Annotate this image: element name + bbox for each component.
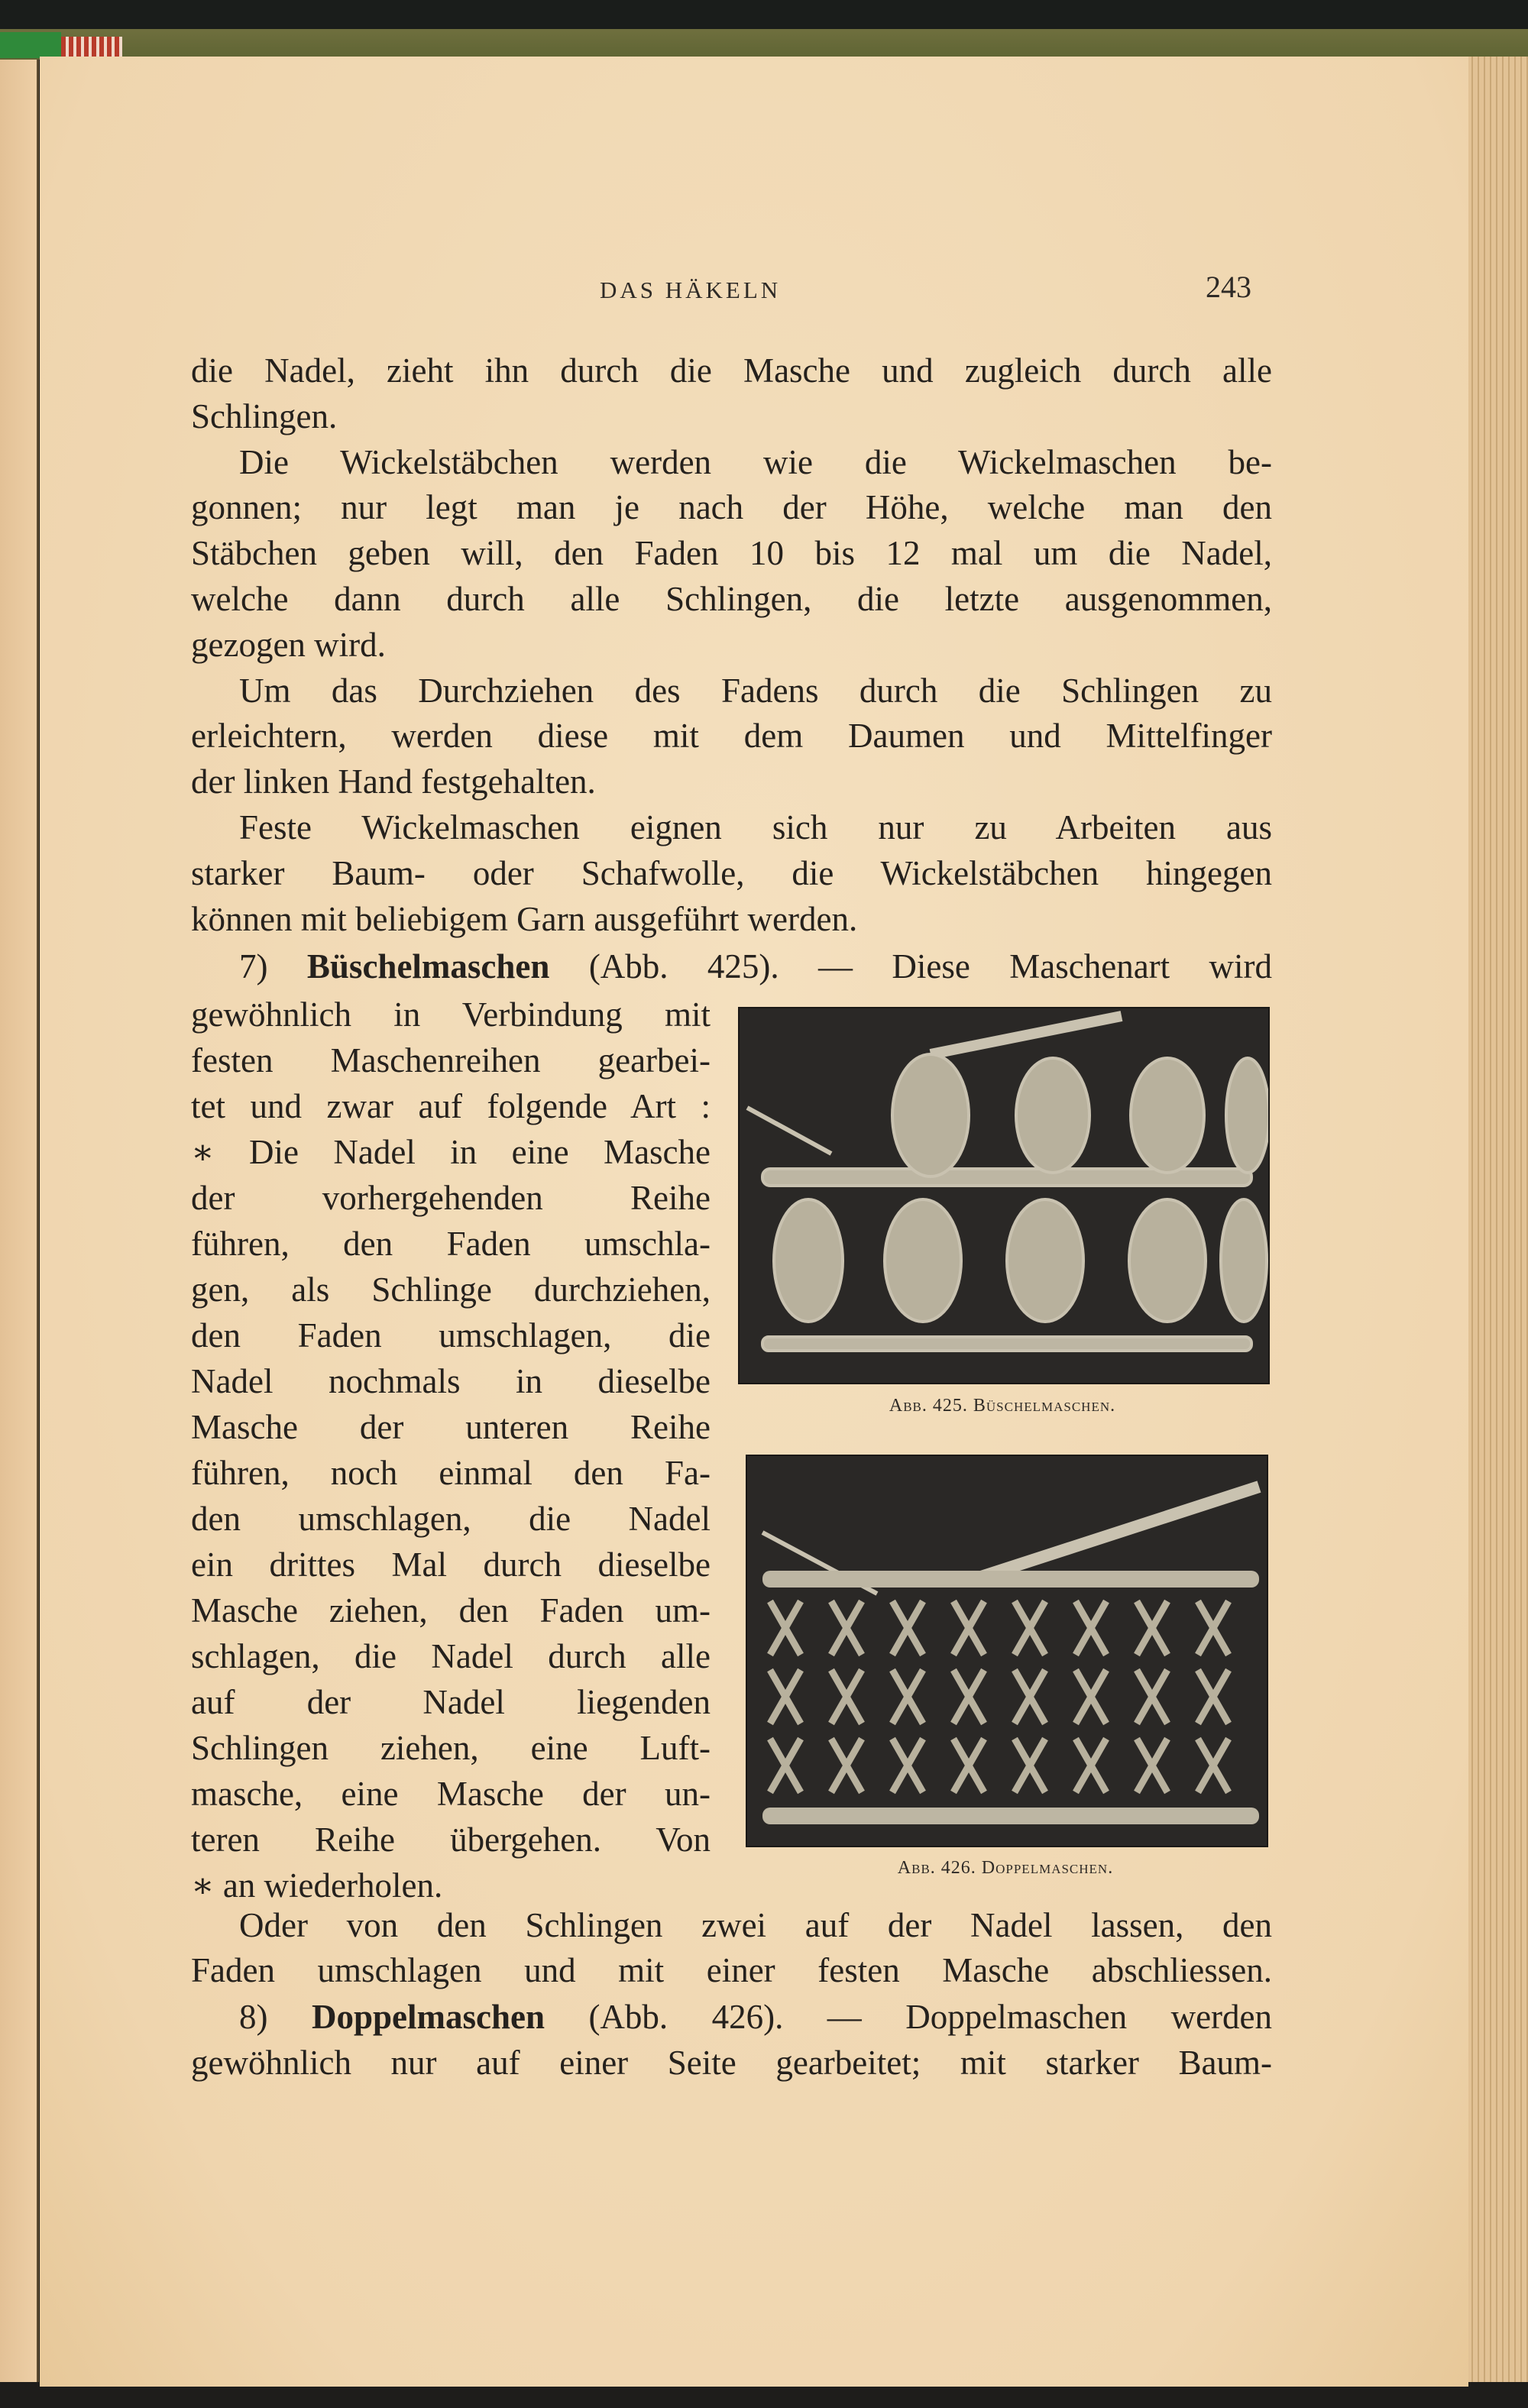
section-text: (Abb. 425). — Diese Maschenart wird [588, 947, 1273, 986]
text-line: gen, als Schlinge durchziehen, [191, 1270, 711, 1309]
left-page-edge [0, 60, 39, 2390]
text-line: Masche ziehen, den Faden um- [191, 1591, 711, 1630]
page-stack-edges [1467, 57, 1528, 2387]
text-line: starker Baum- oder Schafwolle, die Wickelstäbchen hingegen [191, 853, 1272, 892]
page-number: 243 [1206, 270, 1251, 304]
book-cover-edge [0, 29, 1528, 60]
text-line: Um das Durchziehen des Fadens durch die Schlingen zu [239, 671, 1272, 710]
text-line: erleichtern, werden diese mit dem Daumen und Mittelfinger [191, 717, 1272, 756]
text-line: schlagen, die Nadel durch alle [191, 1637, 711, 1675]
text-line: ein drittes Mal durch dieselbe [191, 1545, 711, 1584]
section-number: 7) [239, 947, 268, 986]
text-line: den umschlagen, die Nadel [191, 1500, 711, 1538]
text-line: Stäbchen geben will, den Faden 10 bis 12 mal um die Nadel, [191, 534, 1272, 573]
text-line: gewöhnlich in Verbindung mit [191, 995, 711, 1034]
text-line: Feste Wickelmaschen eignen sich nur zu Arbeiten aus [239, 808, 1272, 846]
scan-background-top [0, 0, 1528, 32]
figure-caption: Abb. 425. Büschelmaschen. [889, 1396, 1116, 1416]
text-line: masche, eine Masche der un- [191, 1775, 711, 1813]
text-line: Die Wickelstäbchen werden wie die Wickelmaschen be- [239, 442, 1272, 481]
text-line: auf der Nadel liegenden [191, 1683, 711, 1721]
text-line: der linken Hand festgehalten. [191, 762, 596, 801]
text-line: führen, noch einmal den Fa- [191, 1454, 711, 1492]
text-line: Schlingen. [191, 396, 338, 435]
crochet-illustration [740, 1008, 1268, 1383]
text-line: festen Maschenreihen gearbei- [191, 1041, 711, 1079]
running-header: DAS HÄKELN [600, 277, 782, 303]
section-7-heading-line [239, 945, 1272, 988]
section-text: (Abb. 426). — Doppelmaschen werden [588, 1998, 1273, 2036]
text-line: Faden umschlagen und mit einer festen Masche abschliessen. [191, 1951, 1272, 1989]
text-line: gonnen; nur legt man je nach der Höhe, welche man den [191, 488, 1272, 527]
text-line: welche dann durch alle Schlingen, die letzte ausgenommen, [191, 580, 1272, 618]
crochet-illustration [747, 1456, 1267, 1846]
text-line: gezogen wird. [191, 625, 386, 664]
text-line: Nadel nochmals in dieselbe [191, 1362, 711, 1400]
text-line: ∗ Die Nadel in eine Masche [191, 1133, 711, 1171]
text-line: den Faden umschlagen, die [191, 1316, 711, 1354]
bookmark-ribbon [0, 32, 61, 58]
text-line: tet und zwar auf folgende Art : [191, 1087, 711, 1125]
text-line: können mit beliebigem Garn ausgeführt werden. [191, 899, 858, 938]
text-line: Schlingen ziehen, eine Luft- [191, 1729, 711, 1767]
text-line: teren Reihe übergehen. Von [191, 1821, 711, 1859]
text-line: der vorhergehenden Reihe [191, 1179, 711, 1217]
section-heading: Doppelmaschen [311, 1998, 545, 2036]
section-heading: Büschelmaschen [306, 947, 550, 986]
section-number: 8) [239, 1998, 268, 2036]
text-line: ∗ an wiederholen. [191, 1866, 443, 1905]
text-line: gewöhnlich nur auf einer Seite gearbeitet; mit starker Baum- [191, 2044, 1272, 2082]
text-line: führen, den Faden umschla- [191, 1225, 711, 1263]
section-8-heading-line [239, 1995, 1272, 2038]
figure-buschelmaschen [738, 1007, 1270, 1384]
text-line: Masche der unteren Reihe [191, 1408, 711, 1446]
text-line: Oder von den Schlingen zwei auf der Nadel lassen, den [239, 1906, 1272, 1944]
text-line: die Nadel, zieht ihn durch die Masche und zugleich durch alle [191, 351, 1272, 390]
figure-caption: Abb. 426. Doppelmaschen. [897, 1858, 1114, 1878]
figure-doppelmaschen [746, 1455, 1268, 1847]
